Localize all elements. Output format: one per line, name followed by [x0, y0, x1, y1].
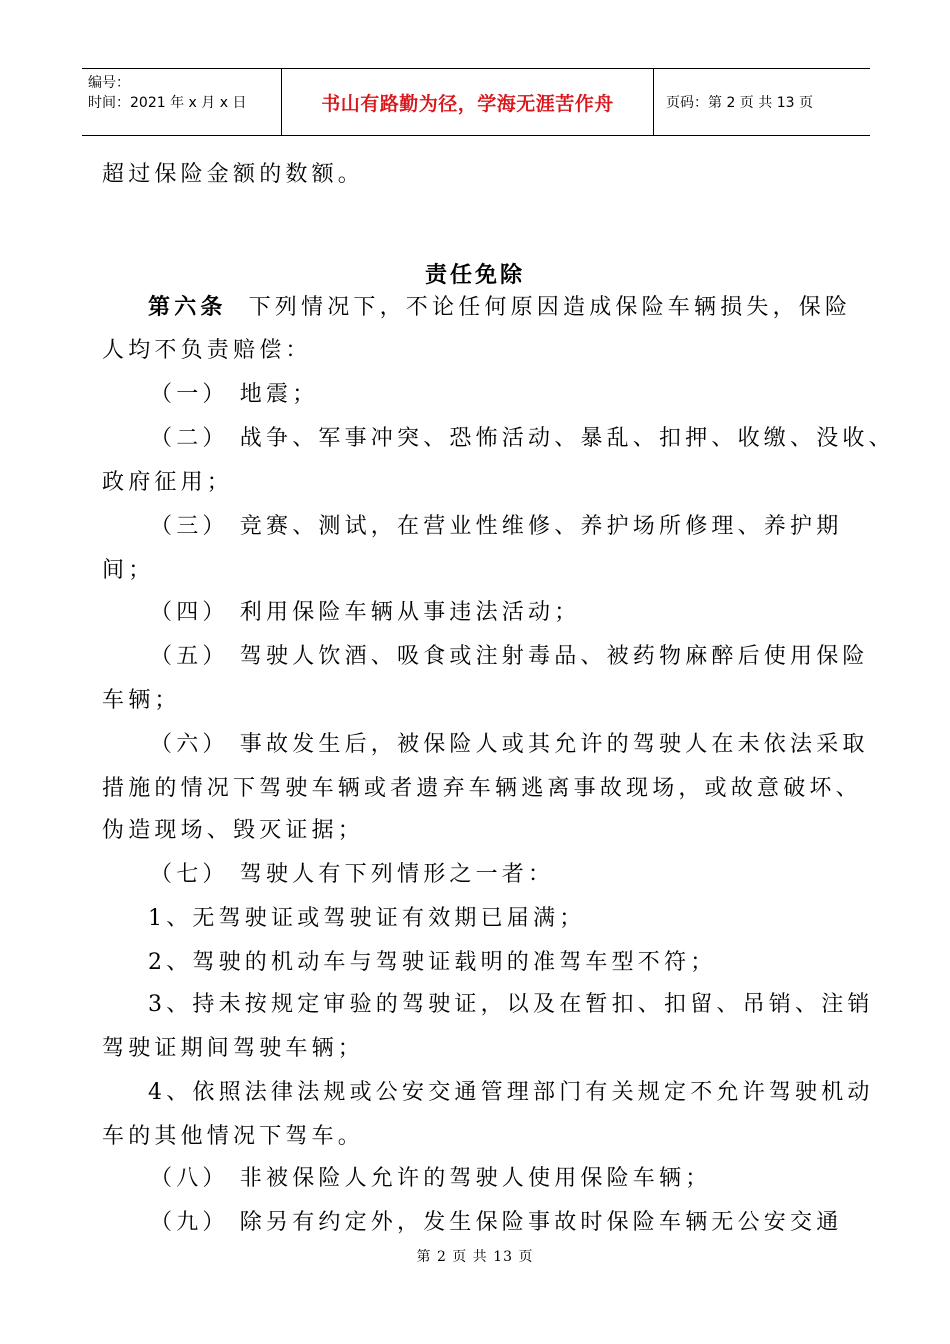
- list-item: 政府征用；: [102, 470, 234, 495]
- list-item: （七） 驾驶人有下列情形之一者：: [150, 862, 555, 887]
- list-item: 1、无驾驶证或驾驶证有效期已届满；: [148, 906, 586, 931]
- header-motto: 书山有路勤为径，学海无涯苦作舟: [282, 69, 654, 135]
- list-item: （一） 地震；: [150, 382, 319, 407]
- section-title: 责任免除: [424, 262, 525, 288]
- list-item: （四） 利用保险车辆从事违法活动；: [150, 600, 581, 625]
- article-text-1: 下列情况下，不论任何原因造成保险车辆损失，保险: [248, 295, 852, 320]
- list-item: 3、持未按规定审验的驾驶证，以及在暂扣、扣留、吊销、注销: [148, 992, 874, 1017]
- list-item: （五） 驾驶人饮酒、吸食或注射毒品、被药物麻醉后使用保险: [150, 644, 869, 669]
- list-item: （六） 事故发生后，被保险人或其允许的驾驶人在未依法采取: [150, 732, 869, 757]
- header-page-info: 页码：第 2 页 共 13 页: [666, 95, 813, 111]
- article-first-line: [148, 292, 851, 323]
- list-item: 伪造现场、毁灭证据；: [102, 818, 365, 843]
- page-header: [82, 68, 870, 136]
- list-item: （三） 竞赛、测试，在营业性维修、养护场所修理、养护期: [150, 514, 843, 539]
- header-number: 编号：: [88, 75, 130, 91]
- list-item: 4、依照法律法规或公安交通管理部门有关规定不允许驾驶机动: [148, 1080, 874, 1105]
- list-item: 间；: [102, 558, 155, 583]
- list-item: 措施的情况下驾驶车辆或者遗弃车辆逃离事故现场，或故意破坏、: [102, 776, 862, 801]
- header-meta: [82, 69, 282, 135]
- list-item: 车辆；: [102, 688, 181, 713]
- article-text-2: 人均不负责赔偿：: [102, 338, 312, 363]
- article-label: 第六条: [148, 294, 227, 320]
- list-item: （八） 非被保险人允许的驾驶人使用保险车辆；: [150, 1166, 712, 1191]
- header-time: 时间：2021 年 x 月 x 日: [88, 95, 247, 111]
- page-footer: 第 2 页 共 13 页: [416, 1249, 534, 1265]
- list-item: （九） 除另有约定外，发生保险事故时保险车辆无公安交通: [150, 1210, 843, 1235]
- continuation-text: 超过保险金额的数额。: [102, 162, 365, 187]
- list-item: 2、驾驶的机动车与驾驶证载明的准驾车型不符；: [148, 950, 717, 975]
- list-item: 驾驶证期间驾驶车辆；: [102, 1036, 365, 1061]
- list-item: 车的其他情况下驾车。: [102, 1124, 365, 1149]
- list-item: （二） 战争、军事冲突、恐怖活动、暴乱、扣押、收缴、没收、: [150, 426, 895, 451]
